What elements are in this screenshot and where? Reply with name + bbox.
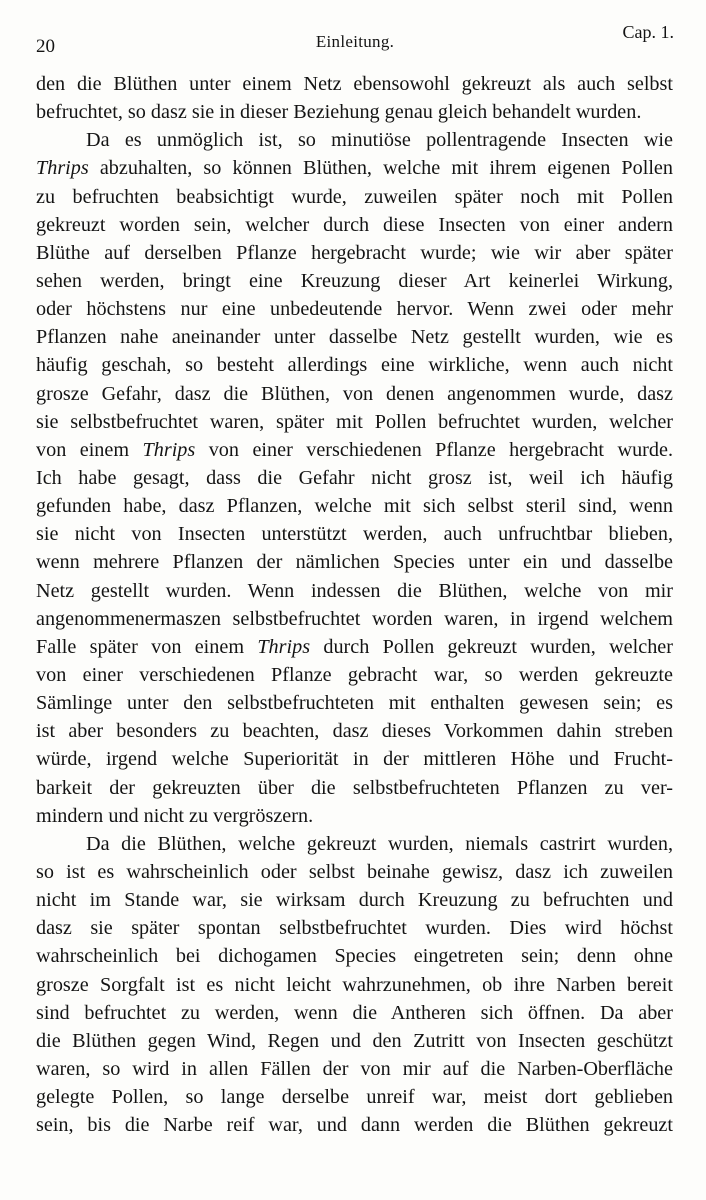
text-line: befruchtet, so dasz sie in dieser Beziehung genau gleich behandelt wurden. (36, 101, 642, 124)
text-line: gelegte Pollen, so lange derselbe unreif war, meist dort geblieben (36, 1086, 673, 1109)
text-line: sehen werden, bringt eine Kreuzung dieser Art keinerlei Wirkung, (36, 269, 673, 292)
text-line: nicht im Stande war, sie wirksam durch Kreuzung zu befruchten und (36, 889, 673, 912)
text-line: Blüthe auf derselben Pflanze hergebracht wurde; wie wir aber später (36, 241, 673, 264)
paragraph (36, 70, 673, 126)
text-line: ist aber besonders zu beachten, dasz dieses Vorkommen dahin streben (36, 720, 673, 743)
text-line: Falle später von einem Thrips durch Pollen gekreuzt wurden, welcher (36, 635, 673, 658)
text-line: grosze Gefahr, dasz die Blüthen, von denen angenommen wurde, dasz (36, 382, 673, 405)
text-line: Ich habe gesagt, dass die Gefahr nicht grosz ist, weil ich häufig (36, 466, 673, 489)
paragraph (36, 126, 673, 830)
text-line: würde, irgend welche Superiorität in der mittleren Höhe und Frucht- (36, 748, 673, 771)
text-line: dasz sie später spontan selbstbefruchtet wurden. Dies wird höchst (36, 917, 673, 940)
text-line: waren, so wird in allen Fällen der von mir auf die Narben-Oberfläche (36, 1057, 673, 1080)
text-line: barkeit der gekreuzten über die selbstbefruchteten Pflanzen zu ver- (36, 776, 673, 799)
text-line: von einer verschiedenen Pflanze gebracht war, so werden gekreuzte (36, 663, 673, 686)
text-line: die Blüthen gegen Wind, Regen und den Zutritt von Insecten geschützt (36, 1029, 673, 1052)
text-line: sie selbstbefruchtet waren, später mit Pollen befruchtet wurden, welcher (36, 410, 673, 433)
body-text (36, 70, 673, 1139)
text-line: häufig geschah, so besteht allerdings eine wirkliche, wenn auch nicht (36, 354, 673, 377)
text-line: Da die Blüthen, welche gekreuzt wurden, niemals castrirt wurden, (86, 832, 673, 855)
text-line: sie nicht von Insecten unterstützt werden, auch unfruchtbar blieben, (36, 523, 673, 546)
running-title: Einleitung. (315, 32, 395, 51)
text-line: Da es unmöglich ist, so minutiöse pollentragende Insecten wie (86, 129, 673, 152)
text-line: von einem Thrips von einer verschiedenen Pflanze hergebracht wurde. (36, 438, 673, 461)
text-line: grosze Sorgfalt ist es nicht leicht wahrzunehmen, ob ihre Narben bereit (36, 973, 673, 996)
text-line: wahrscheinlich bei dichogamen Species eingetreten sein; denn ohne (36, 945, 673, 968)
running-header (36, 22, 674, 56)
text-line: Sämlinge unter den selbstbefruchteten mit enthalten gewesen sein; es (36, 692, 673, 715)
text-line: so ist es wahrscheinlich oder selbst beinahe gewisz, dasz ich zuweilen (36, 860, 673, 883)
italic-term: Thrips (142, 438, 196, 461)
chapter-reference: Cap. 1. (622, 22, 674, 42)
text-line: den die Blüthen unter einem Netz ebensowohl gekreuzt als auch selbst (36, 73, 673, 95)
text-line: gefunden habe, dasz Pflanzen, welche mit sich selbst steril sind, wenn (36, 495, 673, 518)
text-line: sind befruchtet zu werden, wenn die Antheren sich öffnen. Da aber (36, 1001, 673, 1024)
text-line: gekreuzt worden sein, welcher durch diese Insecten von einer andern (36, 213, 673, 236)
text-line: sein, bis die Narbe reif war, und dann werden die Blüthen gekreuzt (36, 1114, 673, 1137)
page-number: 20 (36, 36, 55, 57)
italic-term: Thrips (36, 157, 89, 180)
italic-term: Thrips (257, 635, 311, 658)
paragraph (36, 830, 673, 1140)
text-line: oder höchstens nur eine unbedeutende hervor. Wenn zwei oder mehr (36, 298, 673, 321)
text-line: mindern und nicht zu vergröszern. (36, 804, 314, 827)
text-line: Netz gestellt wurden. Wenn indessen die Blüthen, welche von mir (36, 579, 673, 602)
text-line: wenn mehrere Pflanzen der nämlichen Species unter ein und dasselbe (36, 551, 673, 574)
text-line: Thrips abzuhalten, so können Blüthen, welche mit ihrem eigenen Pollen (36, 157, 673, 180)
text-line: zu befruchten beabsichtigt wurde, zuweilen später noch mit Pollen (36, 185, 673, 208)
text-line: Pflanzen nahe aneinander unter dasselbe Netz gestellt wurden, wie es (36, 326, 673, 349)
text-line: angenommenermaszen selbstbefruchtet worden waren, in irgend welchem (36, 607, 673, 630)
